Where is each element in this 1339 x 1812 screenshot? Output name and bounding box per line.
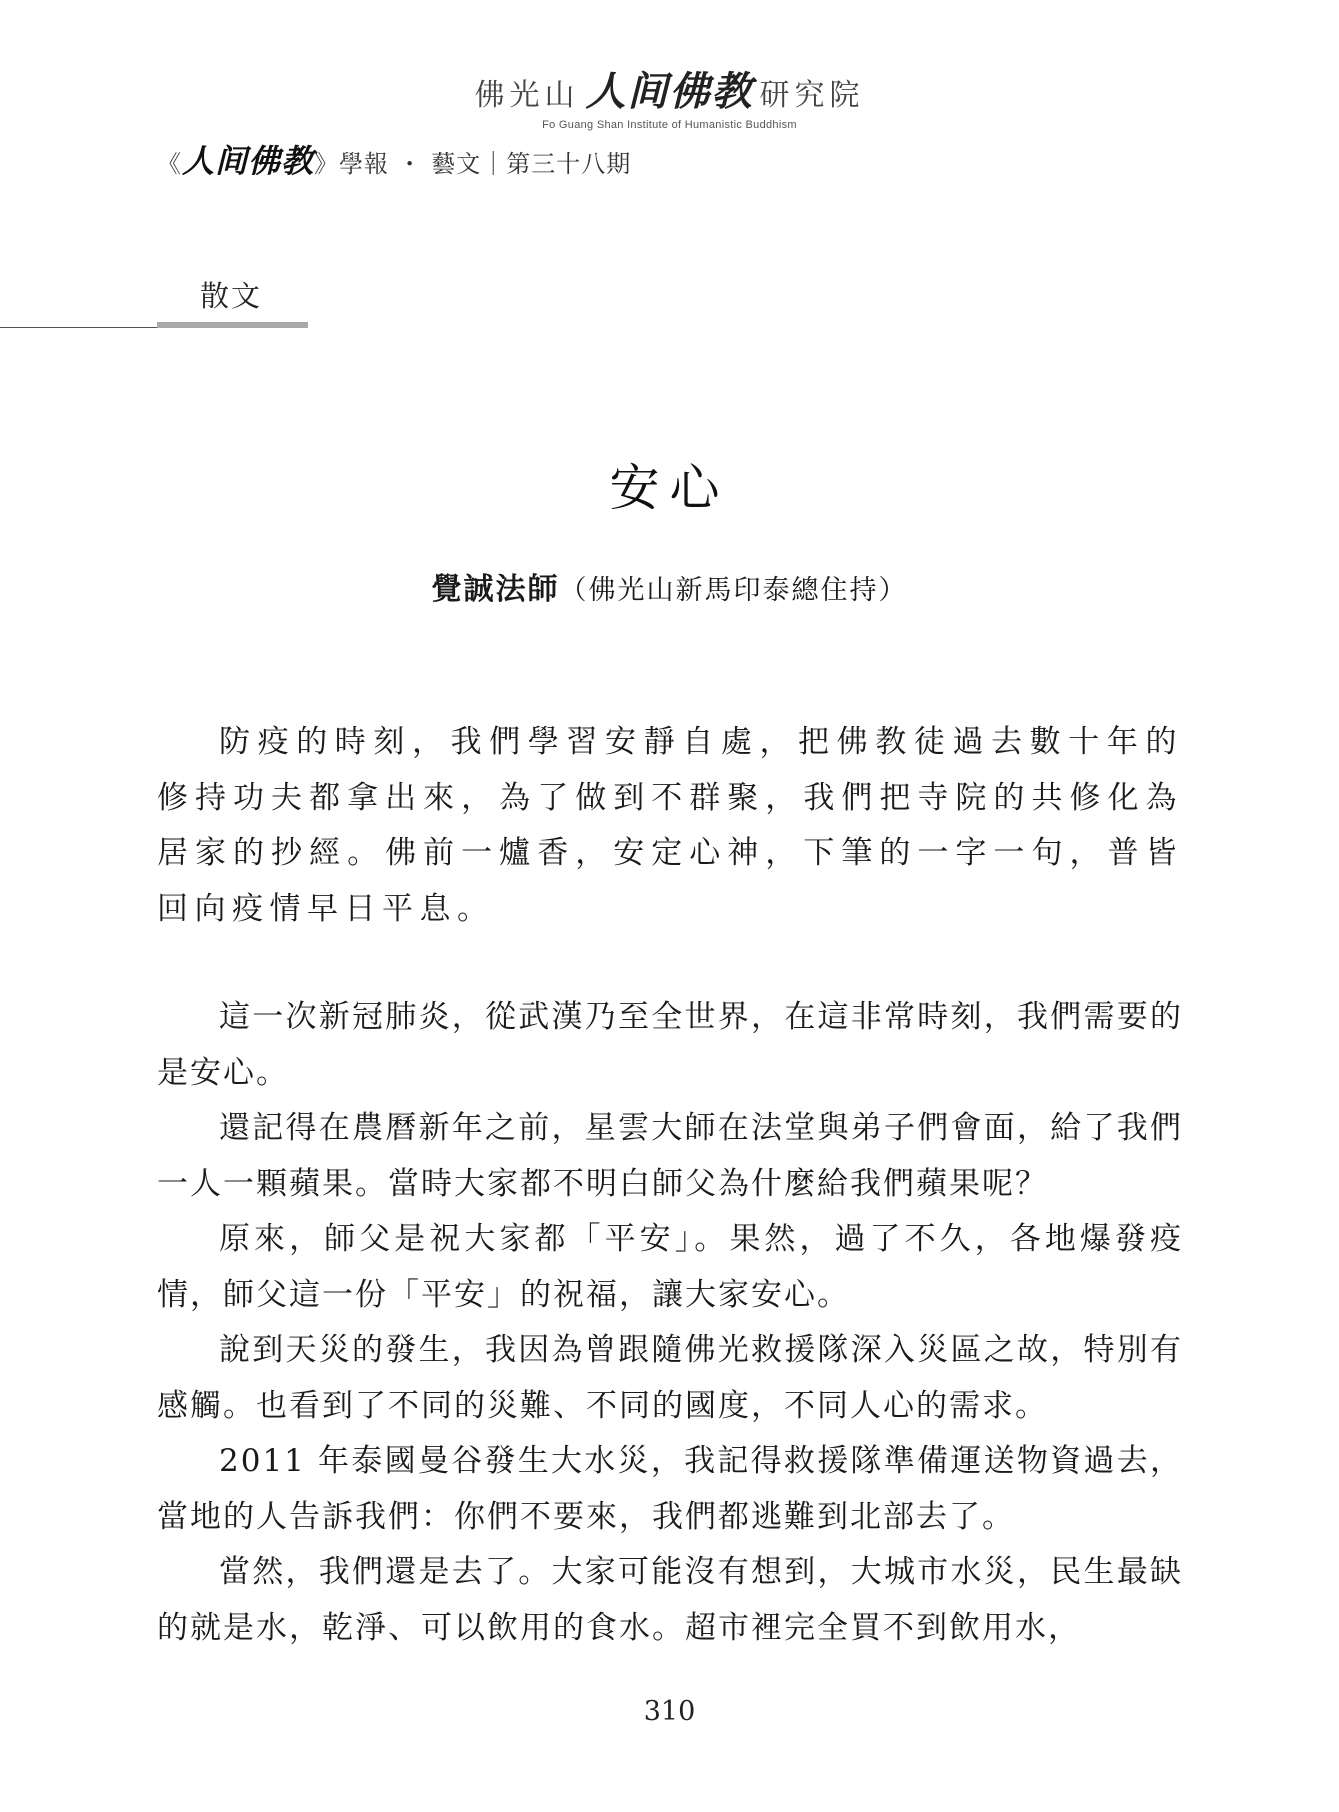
body-paragraph: 2011 年泰國曼谷發生大水災，我記得救援隊準備運送物資過去，當地的人告訴我們：你們不要來，我們都逃難到北部去了。 [157, 1443, 1183, 1535]
body-text [157, 990, 1183, 1656]
logo-right-text: 研究院 [759, 78, 865, 113]
journal-brush-text: 人间佛教 [182, 142, 315, 180]
body-paragraph: 說到天災的發生，我因為曾跟隨佛光救援隊深入災區之故，特別有感觸。也看到了不同的災難、不同的國度，不同人心的需求。 [157, 1332, 1183, 1424]
author-affiliation: （佛光山新馬印泰總住持） [559, 575, 908, 606]
intro-paragraph: 防疫的時刻，我們學習安靜自處，把佛教徒過去數十年的修持功夫都拿出來，為了做到不群聚，我們把寺院的共修化為居家的抄經。佛前一爐香，安定心神，下筆的一字一句，普皆回向疫情早日平息。 [157, 724, 1183, 927]
article-author-line [0, 564, 1339, 608]
body-paragraph: 還記得在農曆新年之前，星雲大師在法堂與弟子們會面，給了我們一人一顆蘋果。當時大家都不明白師父為什麼給我們蘋果呢？ [157, 1110, 1183, 1202]
institute-name [0, 60, 1339, 117]
article-title: 安心 [609, 459, 730, 517]
journal-issue-text: 》學報 ・ 藝文｜第三十八期 [314, 150, 632, 178]
page-number: 310 [643, 1696, 696, 1727]
journal-open-bracket: 《 [157, 150, 182, 178]
body-paragraph: 當然，我們還是去了。大家可能沒有想到，大城市水災，民生最缺的就是水，乾淨、可以飲用的食水。超市裡完全買不到飲用水， [157, 1554, 1183, 1646]
body-paragraph: 這一次新冠肺炎，從武漢乃至全世界，在這非常時刻，我們需要的是安心。 [157, 999, 1183, 1091]
section-divider-bar [157, 322, 308, 328]
institute-logo [0, 60, 1339, 131]
intro-text [157, 715, 1183, 937]
logo-brush-text: 人间佛教 [585, 68, 754, 115]
author-name: 覺誠法師 [431, 572, 560, 607]
section-label: 散文 [200, 279, 263, 313]
body-paragraph: 原來，師父是祝大家都「平安」。果然，過了不久，各地爆發疫情，師父這一份「平安」的祝福，讓大家安心。 [157, 1221, 1183, 1313]
journal-running-head [157, 136, 631, 182]
institute-english-name: Fo Guang Shan Institute of Humanistic Buddhism [542, 119, 797, 131]
logo-left-text: 佛光山 [474, 78, 580, 113]
